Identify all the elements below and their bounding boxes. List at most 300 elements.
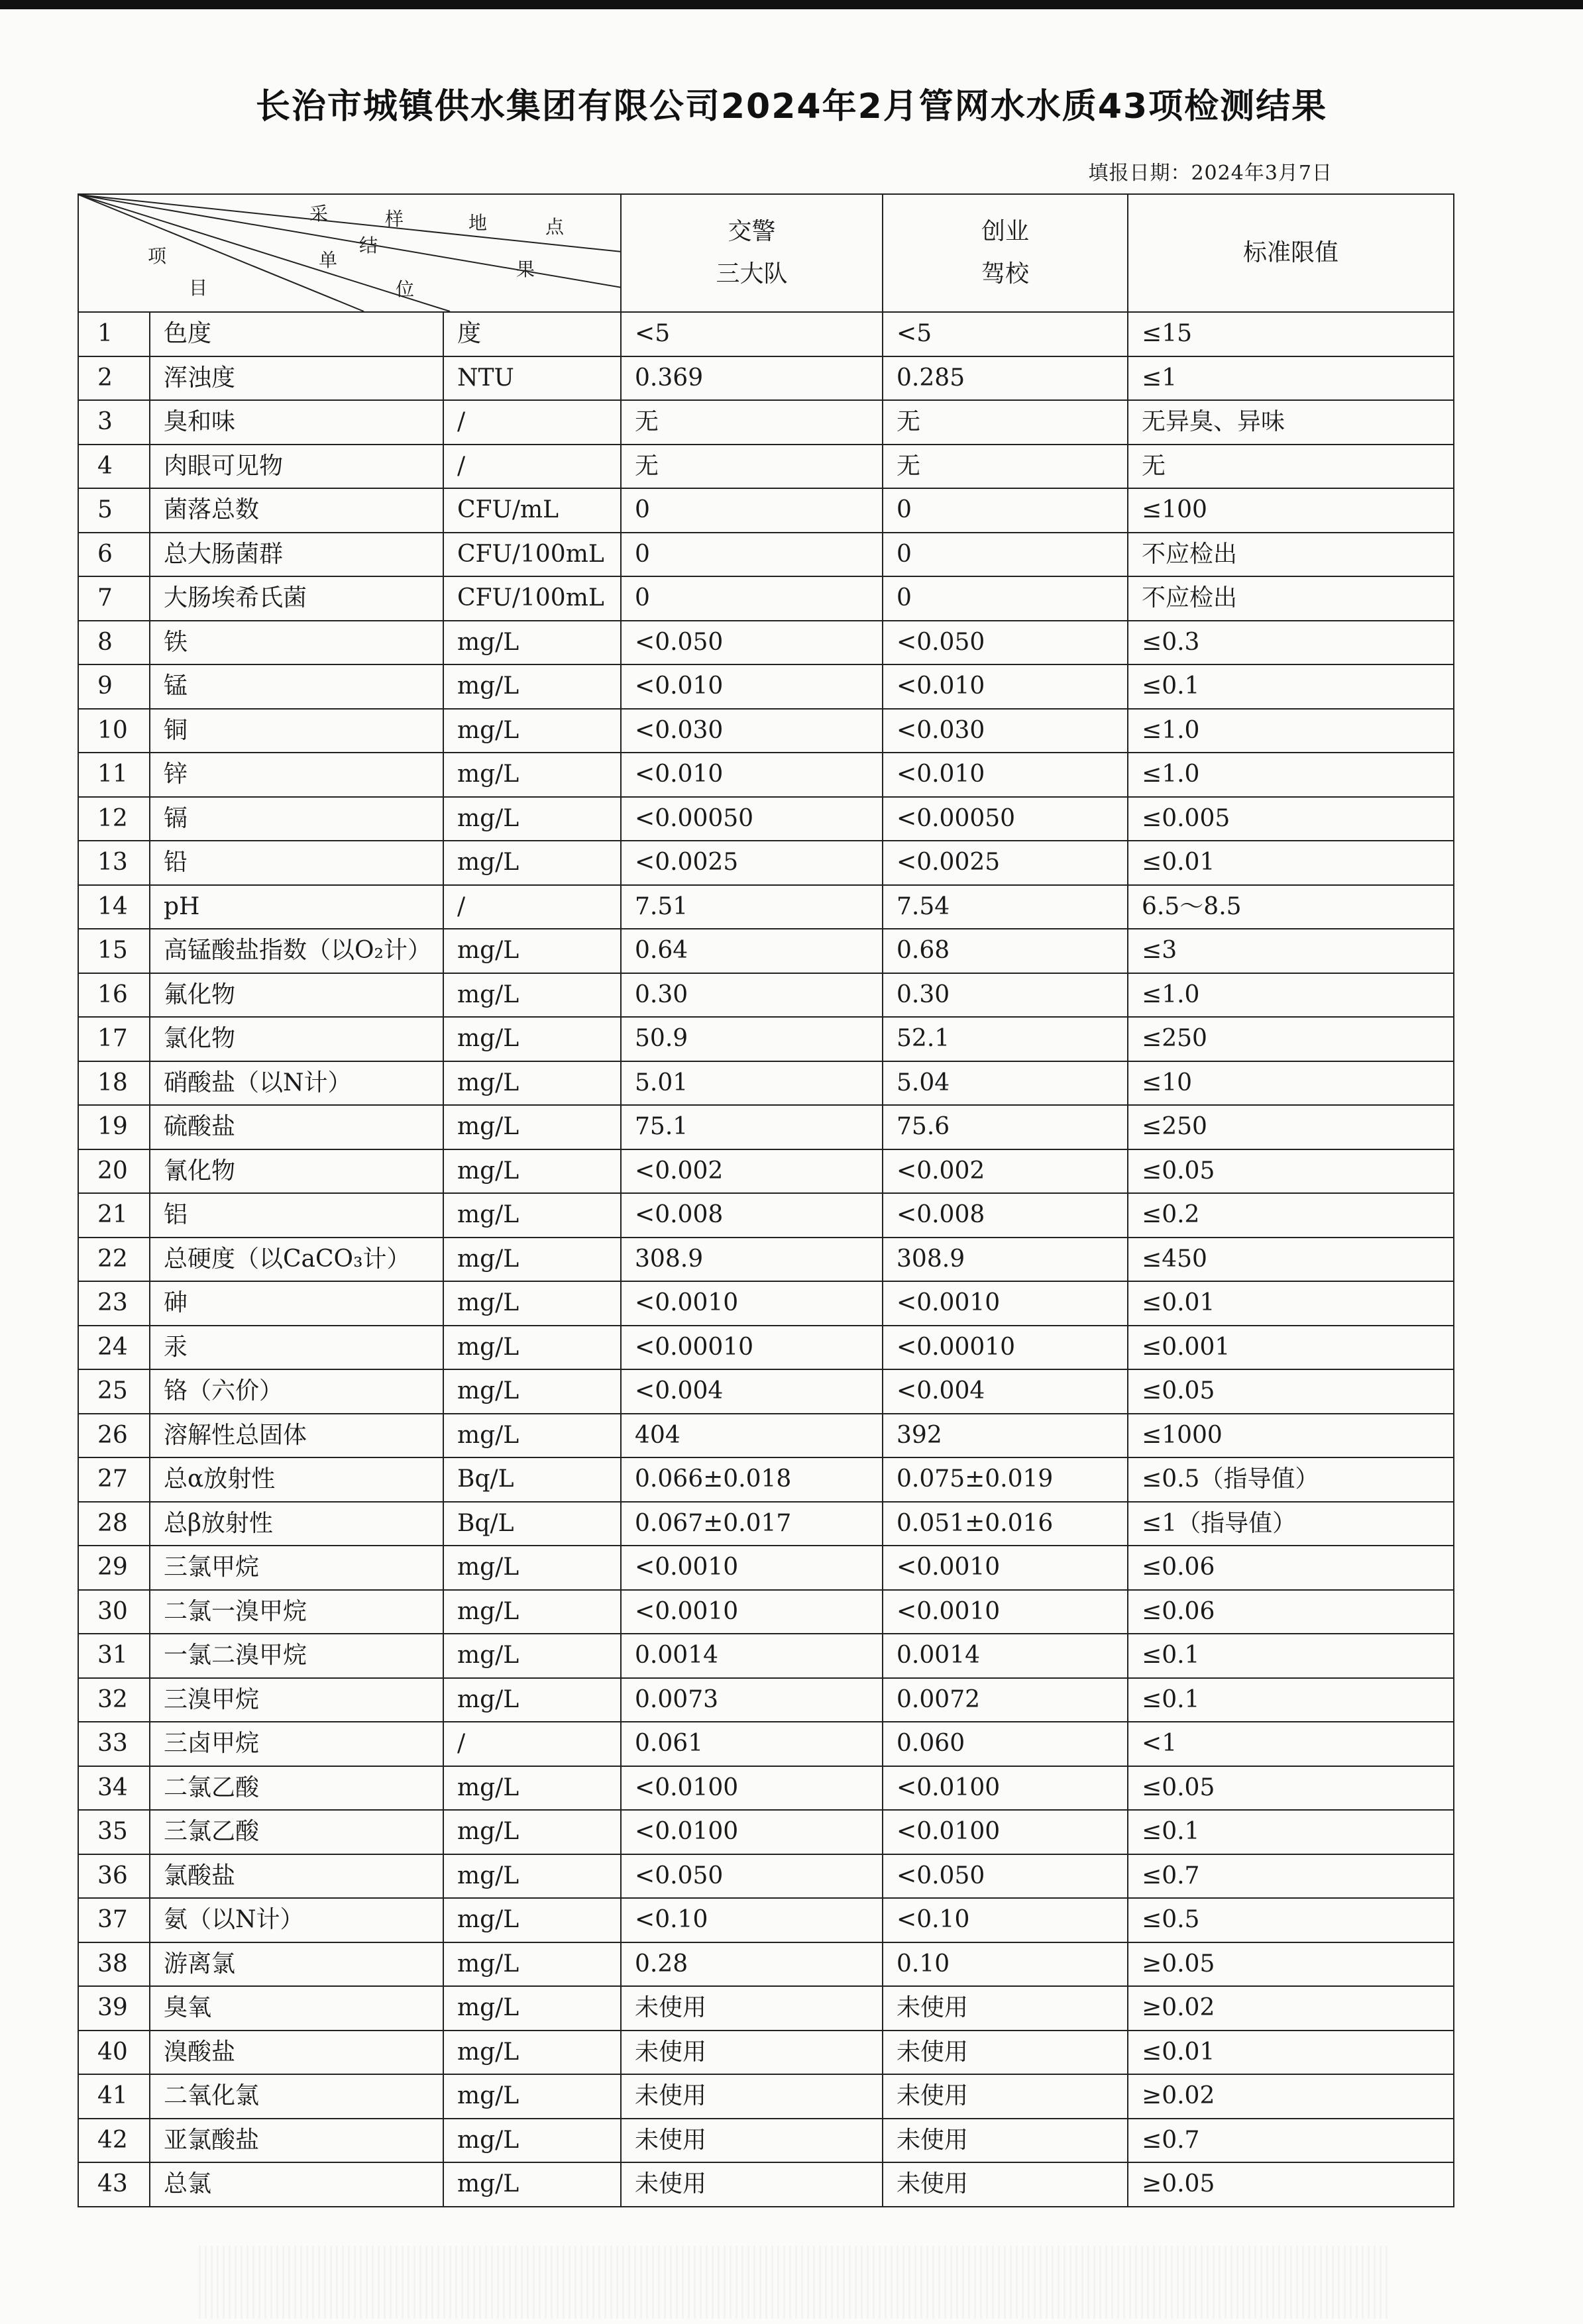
- table-row: [78, 929, 1454, 973]
- item-name: 高锰酸盐指数（以O₂计）: [150, 929, 443, 973]
- table-row: [78, 1017, 1454, 1061]
- table-row: [78, 1634, 1454, 1678]
- row-number: 22: [78, 1238, 150, 1282]
- value-site-2: <0.010: [883, 664, 1128, 709]
- unit: mg/L: [443, 1590, 621, 1634]
- unit: mg/L: [443, 2031, 621, 2075]
- fill-date: 填报日期：2024年3月7日: [1088, 162, 1333, 185]
- limit-value: ≤10: [1128, 1061, 1454, 1106]
- value-site-1: <0.010: [621, 664, 883, 709]
- item-name: 溶解性总固体: [150, 1414, 443, 1458]
- item-name: 溴酸盐: [150, 2031, 443, 2075]
- unit: mg/L: [443, 1193, 621, 1238]
- table-row: [78, 664, 1454, 709]
- limit-value: ≤1: [1128, 356, 1454, 401]
- row-number: 38: [78, 1942, 150, 1987]
- value-site-1: 0: [621, 488, 883, 533]
- row-number: 3: [78, 400, 150, 445]
- table-row: [78, 1105, 1454, 1149]
- header-site-2: [883, 194, 1128, 312]
- value-site-2: 7.54: [883, 885, 1128, 929]
- diag-label-8: 位: [396, 278, 415, 300]
- scan-noise: [199, 2246, 1392, 2319]
- diagonal-header-cell: [78, 194, 621, 312]
- value-site-2: 未使用: [883, 2162, 1128, 2207]
- item-name: 氨（以N计）: [150, 1898, 443, 1942]
- value-site-1: <0.0100: [621, 1810, 883, 1854]
- value-site-1: 未使用: [621, 2031, 883, 2075]
- limit-value: <1: [1128, 1722, 1454, 1766]
- item-name: 游离氯: [150, 1942, 443, 1987]
- item-name: 氟化物: [150, 973, 443, 1018]
- value-site-2: 0.285: [883, 356, 1128, 401]
- value-site-2: 308.9: [883, 1238, 1128, 1282]
- table-row: [78, 533, 1454, 577]
- table-row: [78, 1810, 1454, 1854]
- limit-value: ≤0.06: [1128, 1546, 1454, 1590]
- table-row: [78, 1149, 1454, 1194]
- table-row: [78, 885, 1454, 929]
- limit-value: ≤250: [1128, 1105, 1454, 1149]
- diag-label-3: 地: [468, 212, 488, 234]
- site1-line1: 交警: [728, 218, 776, 245]
- value-site-1: 0.28: [621, 1942, 883, 1987]
- value-site-1: <0.0010: [621, 1546, 883, 1590]
- value-site-2: <0.002: [883, 1149, 1128, 1194]
- row-number: 25: [78, 1369, 150, 1414]
- item-name: 总大肠菌群: [150, 533, 443, 577]
- limit-value: ≥0.02: [1128, 1986, 1454, 2031]
- item-name: 二氧化氯: [150, 2074, 443, 2119]
- limit-value: ≤0.5（指导值）: [1128, 1457, 1454, 1502]
- item-name: 二氯乙酸: [150, 1766, 443, 1811]
- item-name: 亚氯酸盐: [150, 2119, 443, 2163]
- table-row: [78, 753, 1454, 797]
- item-name: 锌: [150, 753, 443, 797]
- item-name: 硝酸盐（以N计）: [150, 1061, 443, 1106]
- row-number: 14: [78, 885, 150, 929]
- limit-value: ≤1.0: [1128, 709, 1454, 753]
- unit: mg/L: [443, 1810, 621, 1854]
- value-site-2: 0.10: [883, 1942, 1128, 1987]
- value-site-2: 0: [883, 488, 1128, 533]
- table-row: [78, 1986, 1454, 2031]
- diag-label-9: 项: [148, 245, 167, 267]
- value-site-1: 未使用: [621, 1986, 883, 2031]
- unit: mg/L: [443, 1017, 621, 1061]
- value-site-2: <0.0025: [883, 841, 1128, 885]
- row-number: 18: [78, 1061, 150, 1106]
- value-site-2: <0.0100: [883, 1766, 1128, 1811]
- table-row: [78, 2074, 1454, 2119]
- table-row: [78, 2031, 1454, 2075]
- unit: mg/L: [443, 1678, 621, 1722]
- unit: Bq/L: [443, 1457, 621, 1502]
- limit-value: ≤100: [1128, 488, 1454, 533]
- unit: /: [443, 400, 621, 445]
- table-body: [78, 194, 1454, 2207]
- limit-value: ≤15: [1128, 312, 1454, 356]
- row-number: 4: [78, 445, 150, 489]
- limit-value: ≤0.05: [1128, 1369, 1454, 1414]
- unit: mg/L: [443, 929, 621, 973]
- table-row: [78, 1326, 1454, 1370]
- row-number: 26: [78, 1414, 150, 1458]
- unit: mg/L: [443, 664, 621, 709]
- unit: mg/L: [443, 709, 621, 753]
- unit: mg/L: [443, 1942, 621, 1987]
- value-site-1: 0.066±0.018: [621, 1457, 883, 1502]
- value-site-2: <0.050: [883, 1854, 1128, 1899]
- row-number: 8: [78, 621, 150, 665]
- value-site-1: <0.0025: [621, 841, 883, 885]
- value-site-2: <0.0100: [883, 1810, 1128, 1854]
- value-site-1: <0.0010: [621, 1281, 883, 1326]
- limit-value: 不应检出: [1128, 576, 1454, 621]
- table-row: [78, 1546, 1454, 1590]
- unit: mg/L: [443, 841, 621, 885]
- limit-value: ≤0.05: [1128, 1149, 1454, 1194]
- row-number: 32: [78, 1678, 150, 1722]
- limit-value: 6.5～8.5: [1128, 885, 1454, 929]
- unit: mg/L: [443, 2074, 621, 2119]
- row-number: 20: [78, 1149, 150, 1194]
- diag-label-6: 果: [516, 258, 535, 280]
- document-title: 长治市城镇供水集团有限公司2024年2月管网水水质43项检测结果: [255, 87, 1328, 127]
- header-row: [78, 194, 1454, 312]
- unit: 度: [443, 312, 621, 356]
- row-number: 7: [78, 576, 150, 621]
- row-number: 11: [78, 753, 150, 797]
- table-row: [78, 1942, 1454, 1987]
- item-name: 臭氧: [150, 1986, 443, 2031]
- diag-label-2: 样: [385, 208, 404, 230]
- table-row: [78, 973, 1454, 1018]
- value-site-1: <0.00010: [621, 1326, 883, 1370]
- table-row: [78, 1722, 1454, 1766]
- item-name: 铅: [150, 841, 443, 885]
- row-number: 21: [78, 1193, 150, 1238]
- value-site-1: <0.004: [621, 1369, 883, 1414]
- table-row: [78, 1369, 1454, 1414]
- value-site-2: <0.050: [883, 621, 1128, 665]
- unit: CFU/100mL: [443, 533, 621, 577]
- diag-label-4: 点: [545, 216, 565, 238]
- value-site-1: <0.002: [621, 1149, 883, 1194]
- limit-value: ≤0.7: [1128, 1854, 1454, 1899]
- item-name: 总α放射性: [150, 1457, 443, 1502]
- row-number: 10: [78, 709, 150, 753]
- table-row: [78, 2119, 1454, 2163]
- item-name: 色度: [150, 312, 443, 356]
- value-site-1: 5.01: [621, 1061, 883, 1106]
- limit-value: ≤0.01: [1128, 841, 1454, 885]
- row-number: 28: [78, 1502, 150, 1546]
- unit: Bq/L: [443, 1502, 621, 1546]
- item-name: 菌落总数: [150, 488, 443, 533]
- table-row: [78, 621, 1454, 665]
- limit-value: ≤250: [1128, 1017, 1454, 1061]
- unit: mg/L: [443, 1854, 621, 1899]
- row-number: 42: [78, 2119, 150, 2163]
- table-row: [78, 1854, 1454, 1899]
- value-site-2: <0.00050: [883, 797, 1128, 841]
- item-name: 肉眼可见物: [150, 445, 443, 489]
- table-row: [78, 797, 1454, 841]
- row-number: 1: [78, 312, 150, 356]
- value-site-1: 0: [621, 533, 883, 577]
- row-number: 17: [78, 1017, 150, 1061]
- limit-value: ≤0.05: [1128, 1766, 1454, 1811]
- value-site-2: <0.008: [883, 1193, 1128, 1238]
- unit: mg/L: [443, 1766, 621, 1811]
- table-row: [78, 445, 1454, 489]
- table-row: [78, 1061, 1454, 1106]
- value-site-1: 0.30: [621, 973, 883, 1018]
- item-name: 总硬度（以CaCO₃计）: [150, 1238, 443, 1282]
- row-number: 40: [78, 2031, 150, 2075]
- value-site-1: 404: [621, 1414, 883, 1458]
- row-number: 34: [78, 1766, 150, 1811]
- unit: mg/L: [443, 2119, 621, 2163]
- value-site-2: <0.004: [883, 1369, 1128, 1414]
- item-name: 总氯: [150, 2162, 443, 2207]
- value-site-2: 0.075±0.019: [883, 1457, 1128, 1502]
- item-name: 铜: [150, 709, 443, 753]
- row-number: 31: [78, 1634, 150, 1678]
- diag-label-10: 目: [189, 277, 208, 299]
- unit: mg/L: [443, 753, 621, 797]
- value-site-2: 未使用: [883, 1986, 1128, 2031]
- limit-value: ≥0.02: [1128, 2074, 1454, 2119]
- limit-value: ≤0.7: [1128, 2119, 1454, 2163]
- item-name: 一氯二溴甲烷: [150, 1634, 443, 1678]
- site2-line2: 驾校: [981, 260, 1030, 288]
- unit: mg/L: [443, 1546, 621, 1590]
- limit-value: ≤1000: [1128, 1414, 1454, 1458]
- unit: mg/L: [443, 1238, 621, 1282]
- row-number: 30: [78, 1590, 150, 1634]
- item-name: 总β放射性: [150, 1502, 443, 1546]
- site1-line2: 三大队: [716, 260, 788, 288]
- item-name: 氯酸盐: [150, 1854, 443, 1899]
- value-site-2: <0.00010: [883, 1326, 1128, 1370]
- item-name: 三溴甲烷: [150, 1678, 443, 1722]
- item-name: 三卤甲烷: [150, 1722, 443, 1766]
- table-row: [78, 2162, 1454, 2207]
- value-site-2: 无: [883, 400, 1128, 445]
- row-number: 15: [78, 929, 150, 973]
- limit-value: ≤0.1: [1128, 1634, 1454, 1678]
- limit-value: ≤0.06: [1128, 1590, 1454, 1634]
- unit: mg/L: [443, 1898, 621, 1942]
- value-site-1: 0.0014: [621, 1634, 883, 1678]
- table-row: [78, 576, 1454, 621]
- value-site-2: 0.30: [883, 973, 1128, 1018]
- table-row: [78, 488, 1454, 533]
- value-site-2: 0.0014: [883, 1634, 1128, 1678]
- row-number: 37: [78, 1898, 150, 1942]
- table-row: [78, 1766, 1454, 1811]
- value-site-1: <0.030: [621, 709, 883, 753]
- value-site-1: 308.9: [621, 1238, 883, 1282]
- value-site-2: 0.060: [883, 1722, 1128, 1766]
- row-number: 39: [78, 1986, 150, 2031]
- limit-value: ≤0.1: [1128, 1678, 1454, 1722]
- limit-value: 无: [1128, 445, 1454, 489]
- row-number: 16: [78, 973, 150, 1018]
- limit-value: ≤3: [1128, 929, 1454, 973]
- table-row: [78, 841, 1454, 885]
- unit: mg/L: [443, 1281, 621, 1326]
- limit-value: ≤1.0: [1128, 753, 1454, 797]
- value-site-1: <5: [621, 312, 883, 356]
- item-name: 铝: [150, 1193, 443, 1238]
- table-row: [78, 1414, 1454, 1458]
- value-site-2: 0.68: [883, 929, 1128, 973]
- diag-label-1: 采: [309, 203, 329, 225]
- value-site-2: <0.0010: [883, 1590, 1128, 1634]
- site2-line1: 创业: [981, 218, 1030, 245]
- table-row: [78, 1678, 1454, 1722]
- value-site-1: 无: [621, 445, 883, 489]
- value-site-2: 52.1: [883, 1017, 1128, 1061]
- unit: CFU/mL: [443, 488, 621, 533]
- item-name: 镉: [150, 797, 443, 841]
- header-site-1: [621, 194, 883, 312]
- value-site-2: 5.04: [883, 1061, 1128, 1106]
- value-site-2: 0: [883, 533, 1128, 577]
- row-number: 24: [78, 1326, 150, 1370]
- limit-value: ≥0.05: [1128, 2162, 1454, 2207]
- limit-value: ≤0.01: [1128, 1281, 1454, 1326]
- item-name: pH: [150, 885, 443, 929]
- row-number: 36: [78, 1854, 150, 1899]
- value-site-2: <0.030: [883, 709, 1128, 753]
- value-site-2: 392: [883, 1414, 1128, 1458]
- row-number: 23: [78, 1281, 150, 1326]
- unit: mg/L: [443, 1634, 621, 1678]
- row-number: 13: [78, 841, 150, 885]
- limit-value: ≥0.05: [1128, 1942, 1454, 1987]
- value-site-2: <0.10: [883, 1898, 1128, 1942]
- unit: /: [443, 445, 621, 489]
- value-site-1: 50.9: [621, 1017, 883, 1061]
- value-site-2: 0.0072: [883, 1678, 1128, 1722]
- value-site-1: 0.061: [621, 1722, 883, 1766]
- table-row: [78, 1281, 1454, 1326]
- row-number: 5: [78, 488, 150, 533]
- table-row: [78, 400, 1454, 445]
- value-site-1: <0.050: [621, 621, 883, 665]
- limit-value: ≤0.01: [1128, 2031, 1454, 2075]
- row-number: 19: [78, 1105, 150, 1149]
- unit: mg/L: [443, 1986, 621, 2031]
- value-site-2: 未使用: [883, 2074, 1128, 2119]
- unit: mg/L: [443, 1369, 621, 1414]
- value-site-1: 未使用: [621, 2162, 883, 2207]
- row-number: 6: [78, 533, 150, 577]
- table-row: [78, 1590, 1454, 1634]
- row-number: 35: [78, 1810, 150, 1854]
- value-site-1: 未使用: [621, 2074, 883, 2119]
- diag-label-7: 单: [319, 249, 338, 271]
- limit-value: ≤0.2: [1128, 1193, 1454, 1238]
- unit: mg/L: [443, 1149, 621, 1194]
- item-name: 二氯一溴甲烷: [150, 1590, 443, 1634]
- item-name: 浑浊度: [150, 356, 443, 401]
- row-number: 27: [78, 1457, 150, 1502]
- limit-value: ≤0.005: [1128, 797, 1454, 841]
- value-site-2: 未使用: [883, 2031, 1128, 2075]
- item-name: 硫酸盐: [150, 1105, 443, 1149]
- scan-top-border: [0, 0, 1583, 9]
- limit-value: ≤0.1: [1128, 1810, 1454, 1854]
- value-site-2: <0.0010: [883, 1546, 1128, 1590]
- value-site-2: <0.010: [883, 753, 1128, 797]
- unit: mg/L: [443, 1414, 621, 1458]
- value-site-2: <5: [883, 312, 1128, 356]
- unit: /: [443, 885, 621, 929]
- value-site-1: 0.0073: [621, 1678, 883, 1722]
- limit-value: ≤450: [1128, 1238, 1454, 1282]
- item-name: 汞: [150, 1326, 443, 1370]
- value-site-1: 0.067±0.017: [621, 1502, 883, 1546]
- item-name: 铁: [150, 621, 443, 665]
- row-number: 12: [78, 797, 150, 841]
- unit: CFU/100mL: [443, 576, 621, 621]
- table-row: [78, 356, 1454, 401]
- water-quality-table: [78, 193, 1454, 2207]
- unit: mg/L: [443, 1105, 621, 1149]
- limit-value: ≤1.0: [1128, 973, 1454, 1018]
- table-row: [78, 709, 1454, 753]
- value-site-1: 无: [621, 400, 883, 445]
- value-site-1: 未使用: [621, 2119, 883, 2163]
- item-name: 锰: [150, 664, 443, 709]
- row-number: 9: [78, 664, 150, 709]
- value-site-1: 75.1: [621, 1105, 883, 1149]
- limit-value: ≤1（指导值）: [1128, 1502, 1454, 1546]
- value-site-2: <0.0010: [883, 1281, 1128, 1326]
- value-site-2: 75.6: [883, 1105, 1128, 1149]
- unit: /: [443, 1722, 621, 1766]
- diag-label-5: 结: [359, 235, 378, 256]
- item-name: 氰化物: [150, 1149, 443, 1194]
- unit: NTU: [443, 356, 621, 401]
- value-site-1: 0: [621, 576, 883, 621]
- unit: mg/L: [443, 797, 621, 841]
- limit-value: ≤0.1: [1128, 664, 1454, 709]
- limit-value: ≤0.3: [1128, 621, 1454, 665]
- table-row: [78, 312, 1454, 356]
- value-site-2: 0: [883, 576, 1128, 621]
- unit: mg/L: [443, 2162, 621, 2207]
- value-site-1: <0.0010: [621, 1590, 883, 1634]
- table-row: [78, 1193, 1454, 1238]
- value-site-1: <0.0100: [621, 1766, 883, 1811]
- value-site-1: <0.008: [621, 1193, 883, 1238]
- row-number: 29: [78, 1546, 150, 1590]
- value-site-2: 未使用: [883, 2119, 1128, 2163]
- unit: mg/L: [443, 1326, 621, 1370]
- item-name: 氯化物: [150, 1017, 443, 1061]
- unit: mg/L: [443, 973, 621, 1018]
- value-site-1: 7.51: [621, 885, 883, 929]
- table-row: [78, 1457, 1454, 1502]
- item-name: 三氯甲烷: [150, 1546, 443, 1590]
- limit-value: 不应检出: [1128, 533, 1454, 577]
